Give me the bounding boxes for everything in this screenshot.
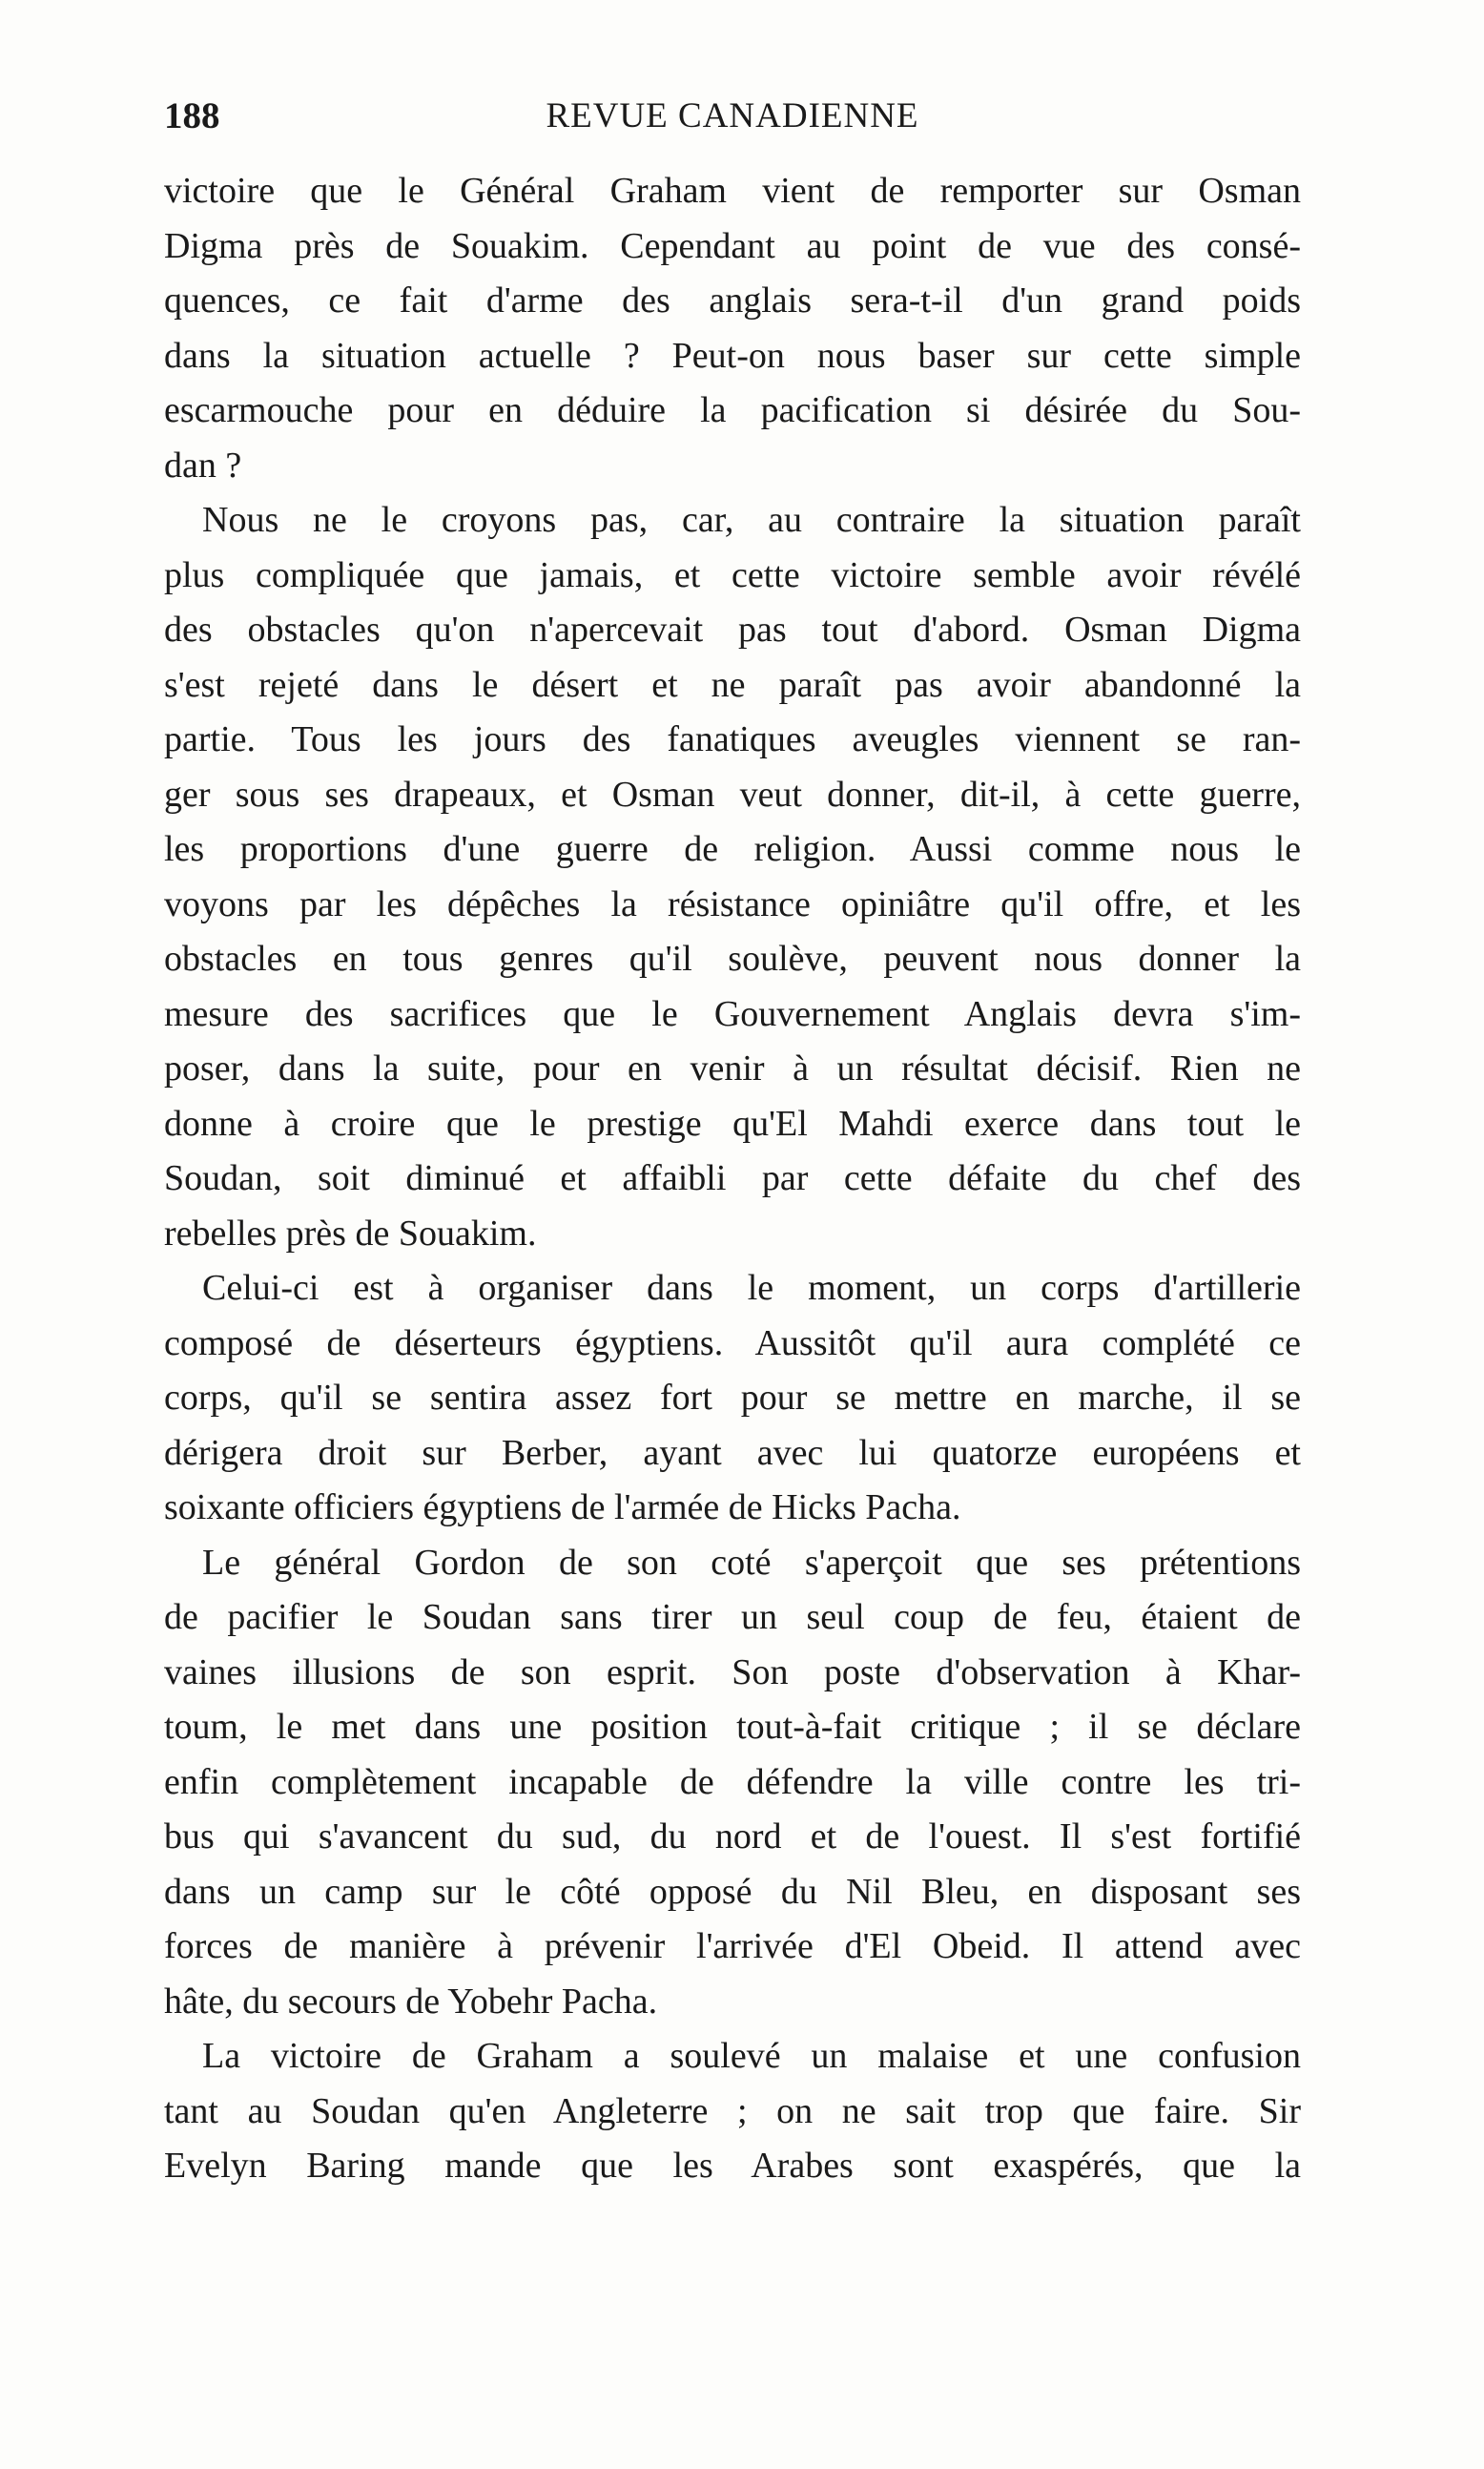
page-header [164,88,1301,145]
text-line: Evelyn Baring mande que les Arabes sont exaspérés, que la [164,2146,1301,2186]
text-line: composé de déserteurs égyptiens. Aussitôt qu'il aura complété ce [164,1322,1301,1363]
text-line: partie. Tous les jours des fanatiques aveugles viennent se ran- [164,719,1301,759]
text-line: victoire que le Général Graham vient de remporter sur Osman [164,171,1301,211]
text-line: les proportions d'une guerre de religion. Aussi comme nous le [164,829,1301,869]
text-line: tant au Soudan qu'en Angleterre ; on ne sait trop que faire. Sir [164,2090,1301,2131]
text-line: dans un camp sur le côté opposé du Nil Bleu, en disposant ses [164,1871,1301,1912]
text-line: La victoire de Graham a soulevé un malaise et une confusion [202,2036,1301,2076]
text-line: Digma près de Souakim. Cependant au point de vue des consé- [164,225,1301,266]
text-line: des obstacles qu'on n'apercevait pas tout d'abord. Osman Digma [164,610,1301,650]
text-line: enfin complètement incapable de défendre la ville contre les tri- [164,1761,1301,1802]
text-line: rebelles près de Souakim. [164,1213,537,1254]
text-line: obstacles en tous genres qu'il soulève, peuvent nous donner la [164,939,1301,979]
paragraph [164,2029,1301,2194]
text-line: mesure des sacrifices que le Gouvernement Anglais devra s'im- [164,993,1301,1034]
page-number: 188 [164,95,220,136]
paragraph [164,164,1301,493]
text-line: poser, dans la suite, pour en venir à un résultat décisif. Rien ne [164,1048,1301,1089]
paragraph [164,493,1301,1261]
body-text [164,164,1301,2194]
text-line: escarmouche pour en déduire la pacification si désirée du Sou- [164,390,1301,430]
text-line: bus qui s'avancent du sud, du nord et de l'ouest. Il s'est fortifié [164,1816,1301,1857]
text-line: hâte, du secours de Yobehr Pacha. [164,1981,658,2022]
text-line: Celui-ci est à organiser dans le moment, un corps d'artillerie [202,1268,1301,1308]
text-line: voyons par les dépêches la résistance opiniâtre qu'il offre, et les [164,883,1301,924]
paragraph [164,1261,1301,1536]
text-line: vaines illusions de son esprit. Son poste d'observation à Khar- [164,1651,1301,1692]
text-line: soixante officiers égyptiens de l'armée de Hicks Pacha. [164,1487,961,1527]
text-line: donne à croire que le prestige qu'El Mahdi exerce dans tout le [164,1103,1301,1144]
text-line: plus compliquée que jamais, et cette victoire semble avoir révélé [164,554,1301,595]
text-line: forces de manière à prévenir l'arrivée d'El Obeid. Il attend avec [164,1926,1301,1966]
text-line: toum, le met dans une position tout-à-fait critique ; il se déclare [164,1707,1301,1747]
text-line: quences, ce fait d'arme des anglais sera-t-il d'un grand poids [164,280,1301,321]
text-line: de pacifier le Soudan sans tirer un seul coup de feu, étaient de [164,1597,1301,1637]
text-line: ger sous ses drapeaux, et Osman veut donner, dit-il, à cette guerre, [164,774,1301,815]
text-line: Nous ne le croyons pas, car, au contraire la situation paraît [202,500,1301,540]
text-line: s'est rejeté dans le désert et ne paraît pas avoir abandonné la [164,664,1301,705]
running-title: REVUE CANADIENNE [546,96,919,135]
text-line: corps, qu'il se sentira assez fort pour se mettre en marche, il se [164,1378,1301,1418]
text-line: Le général Gordon de son coté s'aperçoit que ses prétentions [202,1542,1301,1583]
text-line: dans la situation actuelle ? Peut-on nous baser sur cette simple [164,335,1301,376]
text-line: Soudan, soit diminué et affaibli par cette défaite du chef des [164,1158,1301,1198]
paragraph [164,1536,1301,2030]
text-line: dérigera droit sur Berber, ayant avec lui quatorze européens et [164,1432,1301,1473]
text-line: dan ? [164,445,242,486]
